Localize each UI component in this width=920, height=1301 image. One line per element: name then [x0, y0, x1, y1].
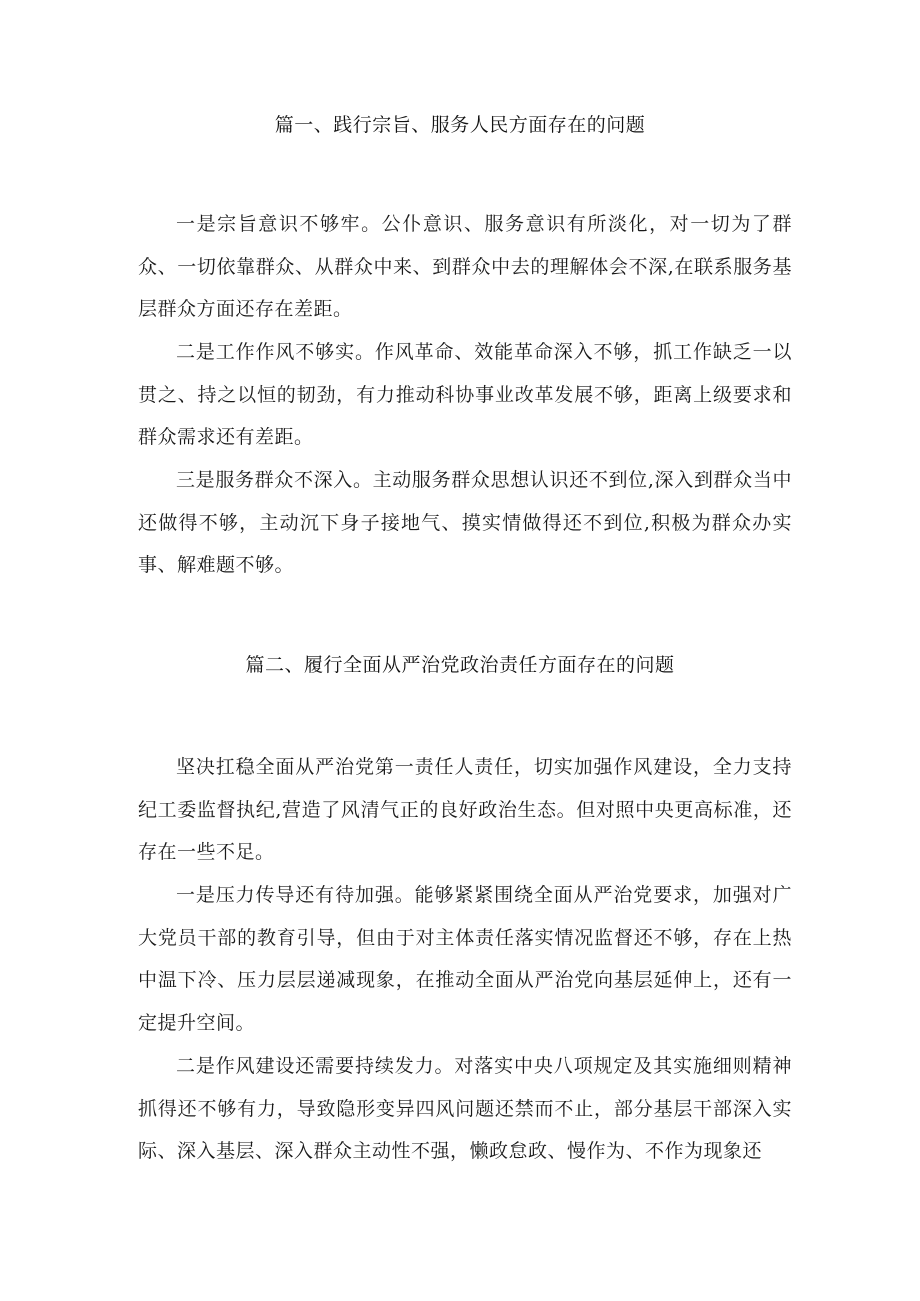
paragraph: 二是工作作风不够实。作风革命、效能革命深入不够，抓工作缺乏一以贯之、持之以恒的韧劲，有力推动科协事业改革发展不够，距离上级要求和群众需求还有差距。: [138, 341, 792, 449]
paragraph: 三是服务群众不深入。主动服务群众思想认识还不到位,深入到群众当中还做得不够，主动沉下身子接地气、摸实情做得还不到位,积极为群众办实事、解难题不够。: [138, 469, 792, 577]
section-heading: 篇二、履行全面从严治党政治责任方面存在的问题: [245, 654, 675, 676]
paragraph: 坚决扛稳全面从严治党第一责任人责任，切实加强作风建设，全力支持纪工委监督执纪,营造了风清气正的良好政治生态。但对照中央更高标准，还存在一些不足。: [138, 756, 792, 864]
paragraph: 二是作风建设还需要持续发力。对落实中央八项规定及其实施细则精神抓得还不够有力，导致隐形变异四风问题还禁而不止，部分基层干部深入实际、深入基层、深入群众主动性不强，懒政怠政、慢作为、不作为现象还: [138, 1055, 792, 1163]
section-heading: 篇一、践行宗旨、服务人民方面存在的问题: [274, 114, 646, 136]
paragraph: 一是压力传导还有待加强。能够紧紧围绕全面从严治党要求，加强对广大党员干部的教育引导，但由于对主体责任落实情况监督还不够，存在上热中温下冷、压力层层递减现象，在推动全面从严治党向基层延伸上，还有一定提升空间。: [138, 884, 792, 1034]
paragraph: 一是宗旨意识不够牢。公仆意识、服务意识有所淡化，对一切为了群众、一切依靠群众、从群众中来、到群众中去的理解体会不深,在联系服务基层群众方面还存在差距。: [138, 213, 792, 321]
